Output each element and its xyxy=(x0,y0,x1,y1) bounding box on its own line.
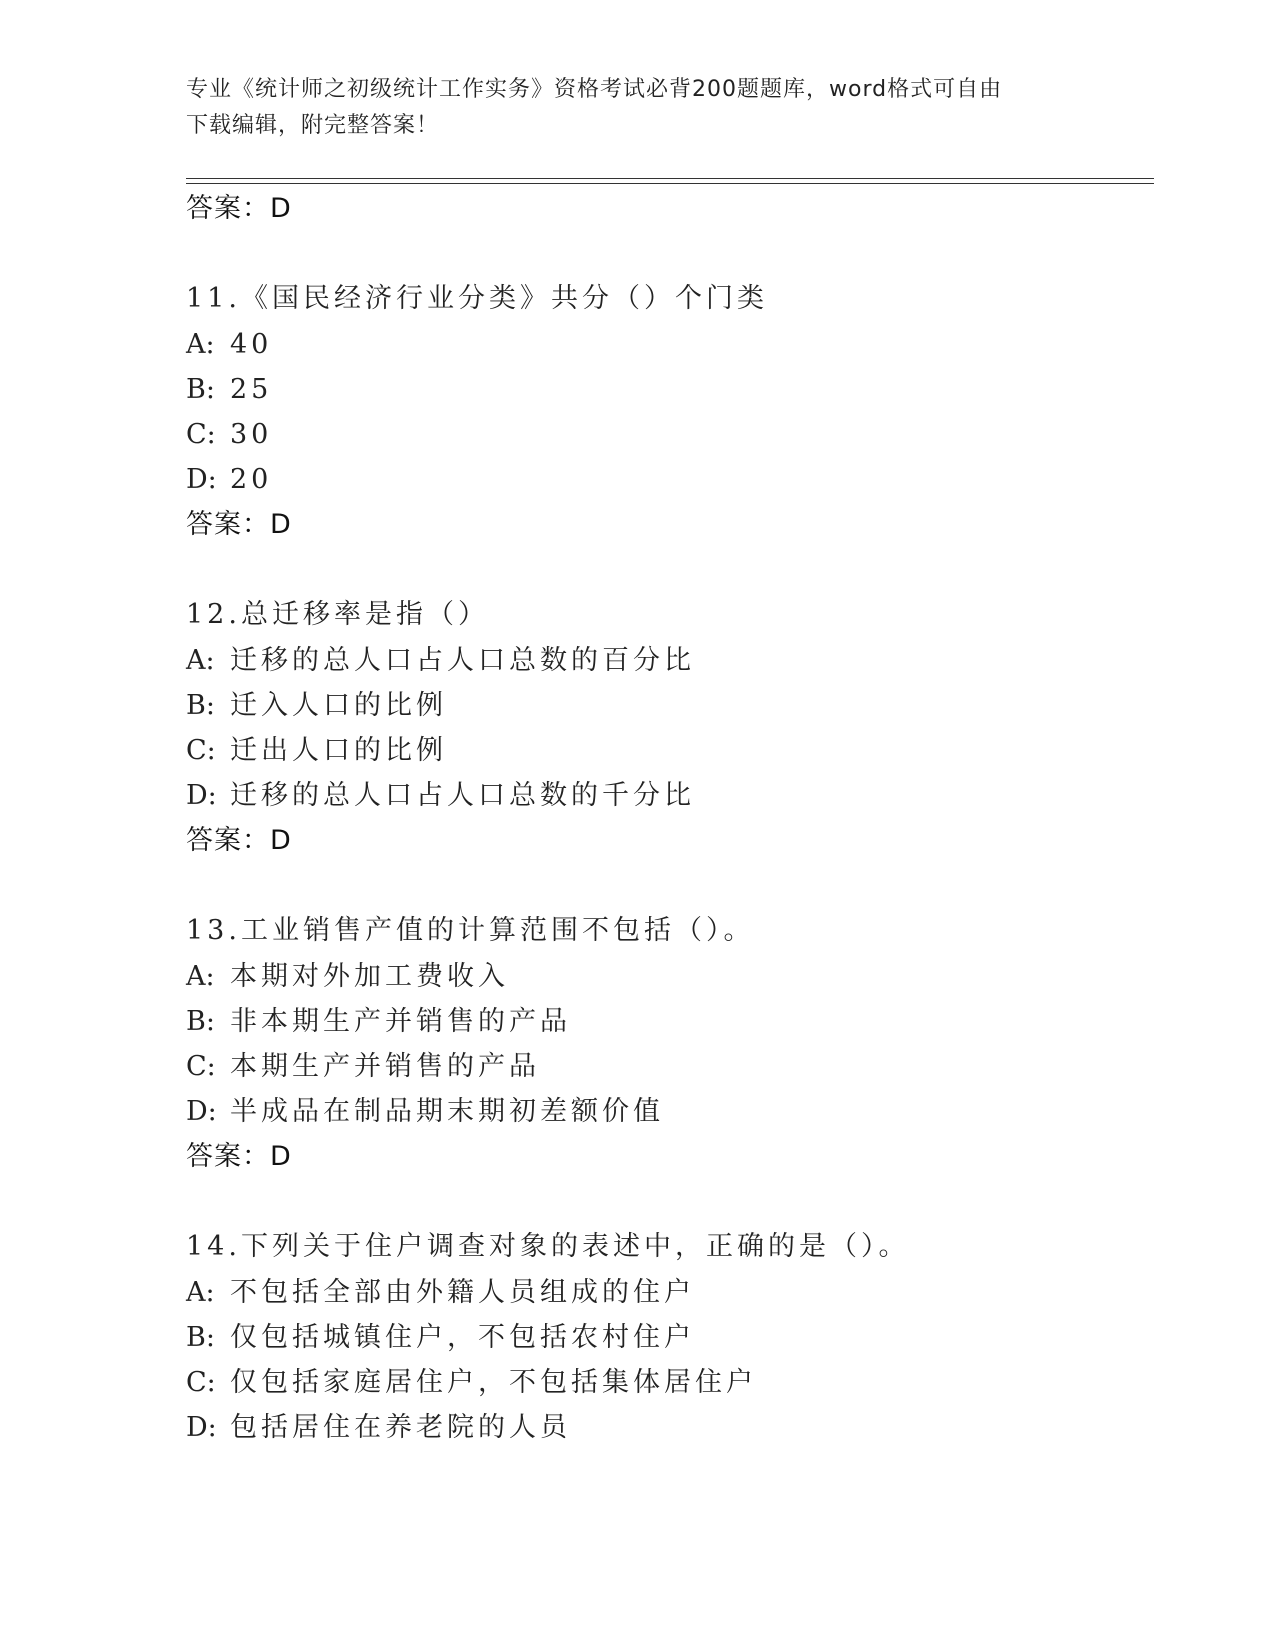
option-letter: B: xyxy=(186,374,215,405)
option-text: 本期对外加工费收入 xyxy=(230,961,509,992)
option-text: 包括居住在养老院的人员 xyxy=(230,1412,571,1443)
option-b xyxy=(186,367,1154,412)
option-letter: D: xyxy=(186,1412,217,1443)
option-letter: A: xyxy=(186,645,215,676)
question-title: 11.《国民经济行业分类》共分（）个门类 xyxy=(186,283,768,314)
option-text: 25 xyxy=(230,374,273,405)
option-text: 迁移的总人口占人口总数的千分比 xyxy=(230,780,695,811)
header-line-1: 专业《统计师之初级统计工作实务》资格考试必背200题题库，word格式可自由 xyxy=(186,77,1003,102)
option-text: 迁出人口的比例 xyxy=(230,735,447,766)
option-letter: C: xyxy=(186,735,216,766)
question-block-14 xyxy=(186,1224,1154,1450)
header-divider-bottom xyxy=(186,183,1154,184)
option-text: 40 xyxy=(230,329,273,360)
answer: 答案：D xyxy=(186,1141,292,1172)
option-a xyxy=(186,954,1154,999)
option-a xyxy=(186,322,1154,367)
option-letter: C: xyxy=(186,419,216,450)
question-title: 13.工业销售产值的计算范围不包括（）。 xyxy=(186,915,755,946)
option-letter: B: xyxy=(186,1006,215,1037)
answer: 答案：D xyxy=(186,509,292,540)
option-letter: C: xyxy=(186,1367,216,1398)
option-text: 仅包括城镇住户，不包括农村住户 xyxy=(230,1322,695,1353)
option-text: 30 xyxy=(230,419,273,450)
document-header xyxy=(186,72,1086,144)
option-letter: A: xyxy=(186,329,215,360)
option-text: 非本期生产并销售的产品 xyxy=(230,1006,571,1037)
option-letter: A: xyxy=(186,1277,215,1308)
answer-previous: 答案：D xyxy=(186,193,292,224)
spacer xyxy=(186,1180,1154,1224)
question-block-12 xyxy=(186,592,1154,864)
option-letter: B: xyxy=(186,1322,215,1353)
option-d xyxy=(186,773,1154,818)
option-letter: D: xyxy=(186,1096,217,1127)
answer: 答案：D xyxy=(186,825,292,856)
option-c xyxy=(186,1360,1154,1405)
option-d xyxy=(186,1089,1154,1134)
spacer xyxy=(186,548,1154,592)
option-text: 不包括全部由外籍人员组成的住户 xyxy=(230,1277,695,1308)
question-block-13 xyxy=(186,908,1154,1180)
question-title: 12.总迁移率是指（） xyxy=(186,599,489,630)
option-b xyxy=(186,999,1154,1044)
option-letter: C: xyxy=(186,1051,216,1082)
option-text: 半成品在制品期末期初差额价值 xyxy=(230,1096,664,1127)
option-letter: A: xyxy=(186,961,215,992)
option-d xyxy=(186,1405,1154,1450)
option-c xyxy=(186,412,1154,457)
option-a xyxy=(186,1270,1154,1315)
option-text: 迁移的总人口占人口总数的百分比 xyxy=(230,645,695,676)
option-c xyxy=(186,1044,1154,1089)
option-letter: D: xyxy=(186,780,217,811)
option-text: 20 xyxy=(230,464,273,495)
question-title: 14.下列关于住户调查对象的表述中，正确的是（）。 xyxy=(186,1231,910,1262)
option-c xyxy=(186,728,1154,773)
option-text: 迁入人口的比例 xyxy=(230,690,447,721)
option-text: 本期生产并销售的产品 xyxy=(230,1051,540,1082)
header-line-2: 下载编辑，附完整答案！ xyxy=(186,113,440,138)
header-divider-top xyxy=(186,178,1154,179)
option-text: 仅包括家庭居住户，不包括集体居住户 xyxy=(230,1367,757,1398)
option-letter: B: xyxy=(186,690,215,721)
option-b xyxy=(186,1315,1154,1360)
option-d xyxy=(186,457,1154,502)
spacer xyxy=(186,864,1154,908)
spacer xyxy=(186,232,1154,276)
question-block-11 xyxy=(186,276,1154,548)
option-b xyxy=(186,683,1154,728)
option-a xyxy=(186,638,1154,683)
option-letter: D: xyxy=(186,464,217,495)
question-list xyxy=(186,186,1154,1450)
